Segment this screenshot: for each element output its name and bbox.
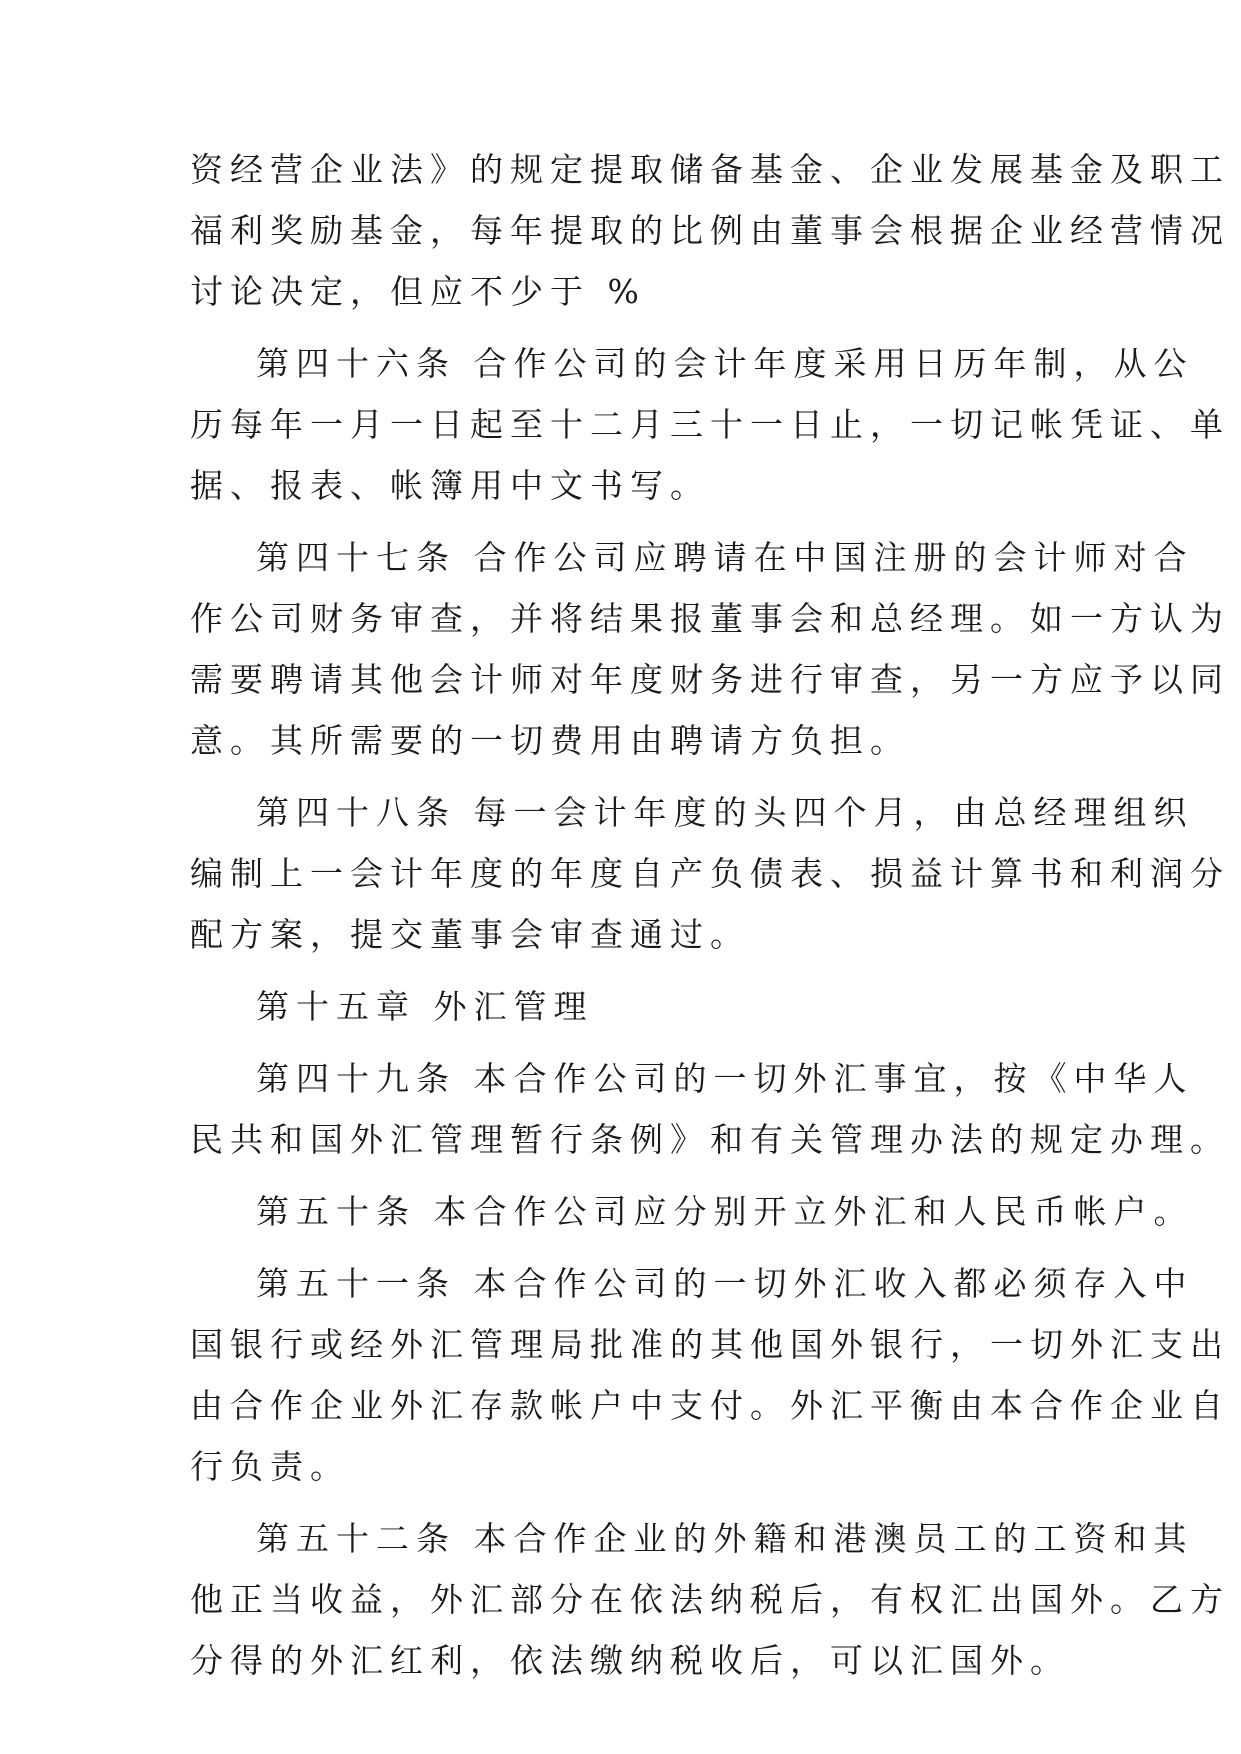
text-line: 他正当收益，外汇部分在依法纳税后，有权汇出国外。乙方 (190, 1580, 1230, 1619)
text-line: 由合作企业外汇存款帐户中支付。外汇平衡由本合作企业自 (190, 1386, 1230, 1425)
text-line: 资经营企业法》的规定提取储备基金、企业发展基金及职工 (190, 150, 1230, 189)
text-line: 讨论决定，但应不少于 % (190, 272, 646, 311)
article-46-heading-line: 第四十六条 合作公司的会计年度采用日历年制，从公 (256, 344, 1194, 383)
article-47-heading-line: 第四十七条 合作公司应聘请在中国注册的会计师对合 (256, 538, 1194, 577)
text-line: 历每年一月一日起至十二月三十一日止，一切记帐凭证、单 (190, 405, 1230, 444)
text-line: 行负责。 (190, 1447, 350, 1486)
article-48-heading-line: 第四十八条 每一会计年度的头四个月，由总经理组织 (256, 793, 1194, 832)
text-line: 需要聘请其他会计师对年度财务进行审查，另一方应予以同 (190, 660, 1230, 699)
text-line: 作公司财务审查，并将结果报董事会和总经理。如一方认为 (190, 599, 1230, 638)
article-49-heading-line: 第四十九条 本合作公司的一切外汇事宜，按《中华人 (256, 1059, 1194, 1098)
text-line: 配方案，提交董事会审查通过。 (190, 915, 750, 954)
text-line: 福利奖励基金，每年提取的比例由董事会根据企业经营情况 (190, 211, 1230, 250)
article-52-heading-line: 第五十二条 本合作企业的外籍和港澳员工的工资和其 (256, 1519, 1194, 1558)
document-page (190, 150, 1230, 1681)
text-line: 民共和国外汇管理暂行条例》和有关管理办法的规定办理。 (190, 1120, 1230, 1159)
text-line: 意。其所需要的一切费用由聘请方负担。 (190, 721, 910, 760)
text-line: 编制上一会计年度的年度自产负债表、损益计算书和利润分 (190, 854, 1230, 893)
chapter-15-heading: 第十五章 外汇管理 (256, 987, 594, 1026)
text-line: 国银行或经外汇管理局批准的其他国外银行，一切外汇支出 (190, 1325, 1230, 1364)
article-51-heading-line: 第五十一条 本合作公司的一切外汇收入都必须存入中 (256, 1264, 1194, 1303)
text-line: 分得的外汇红利，依法缴纳税收后，可以汇国外。 (190, 1641, 1070, 1680)
text-line: 据、报表、帐簿用中文书写。 (190, 466, 710, 505)
article-50-line: 第五十条 本合作公司应分别开立外汇和人民币帐户。 (256, 1192, 1194, 1231)
